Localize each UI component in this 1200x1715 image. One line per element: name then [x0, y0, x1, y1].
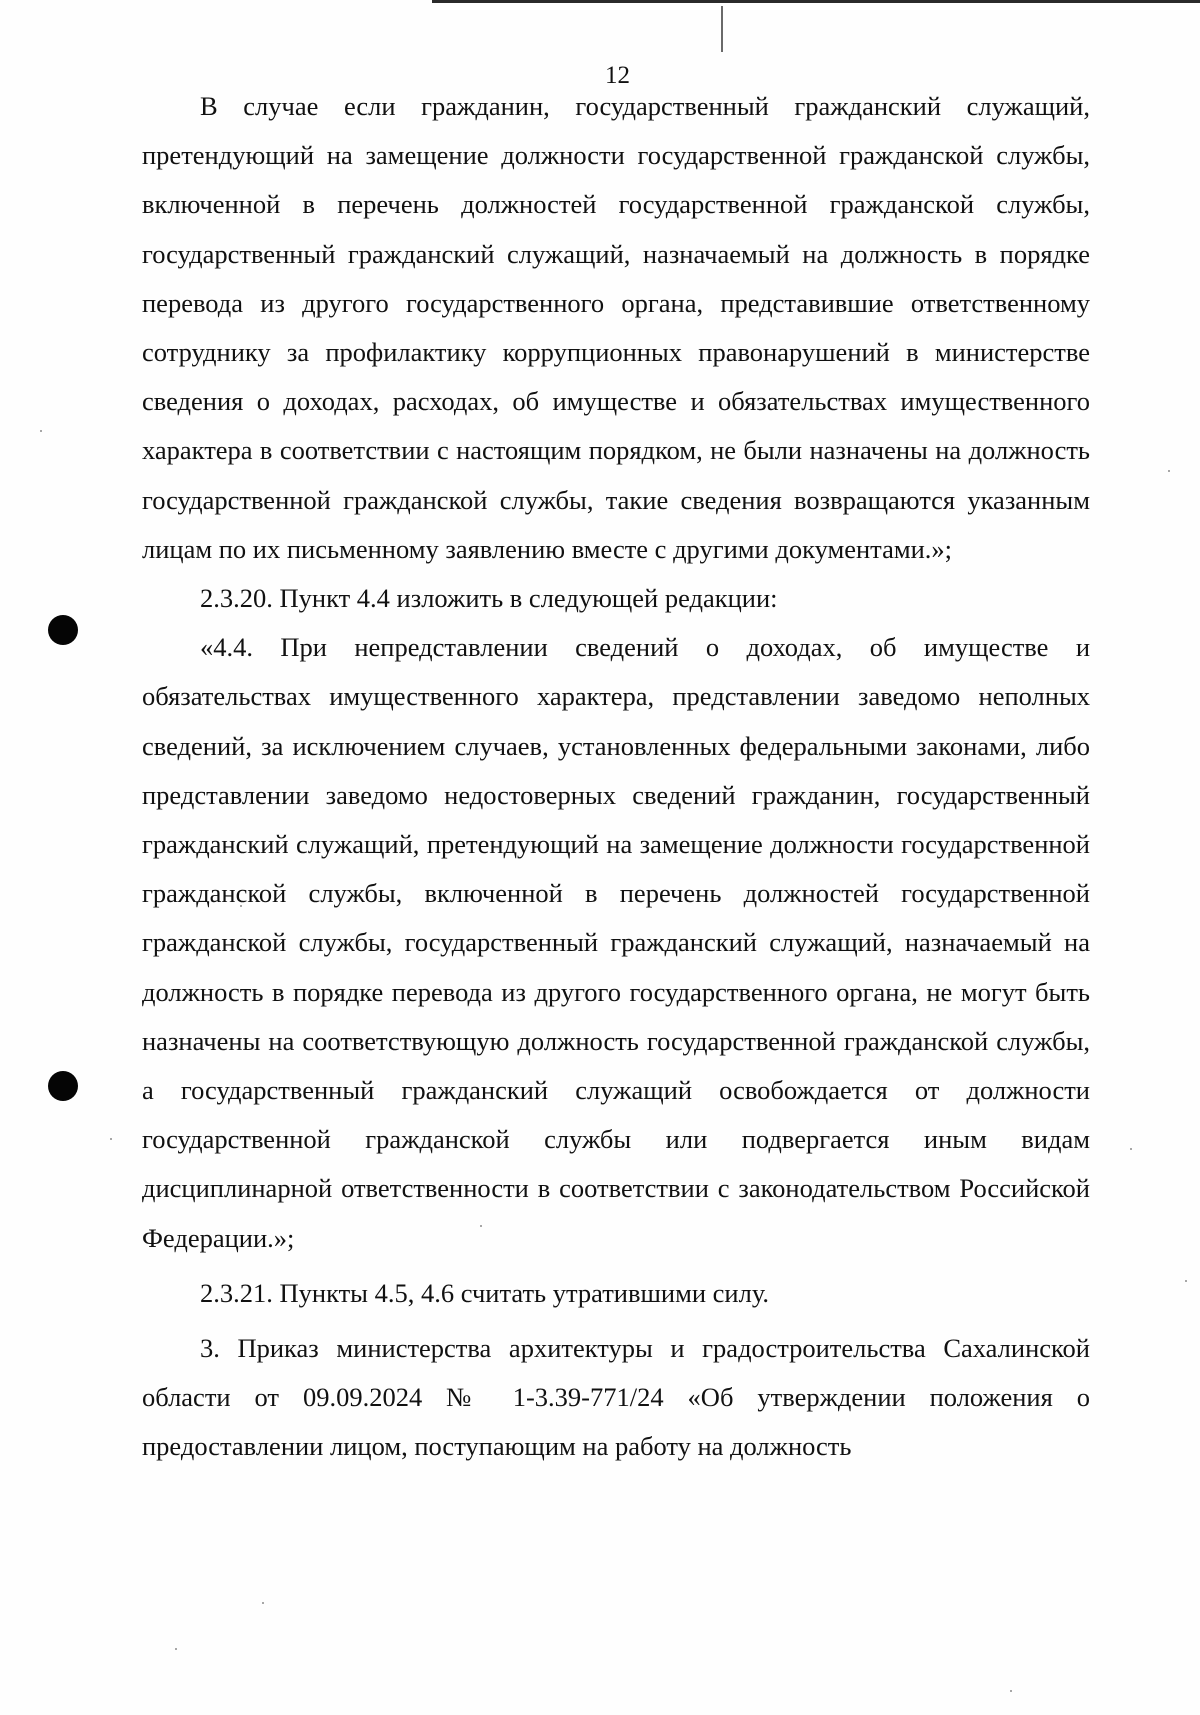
scan-speck: [40, 430, 42, 432]
binder-hole-bottom: [48, 1071, 78, 1101]
scan-speck: [1168, 470, 1170, 472]
scan-speck: [262, 1602, 264, 1604]
paragraph-clause-4-4: «4.4. При непредставлении сведений о доходах, об имуществе и обязательствах имущественного характера, представлении заведомо неполных сведений, за исключением случаев, установленных федеральными законами, либо представлении заведомо недостоверных сведений гражданин, государственный гражданский служащий, претендующий на замещение должности государственной гражданской службы, включенной в перечень должностей государственной гражданской службы, государственный гражданский служащий, назначаемый на должность в порядке перевода из другого государственного органа, не могут быть назначены на соответствующую должность государственной гражданской службы, а государственный гражданский служащий освобождается от должности государственной гражданской службы или подвергается иным видам дисциплинарной ответственности в соответствии с законодательством Российской Федерации.»;: [142, 632, 1090, 1253]
scan-speck: [110, 1138, 112, 1140]
scan-tick-mark: [721, 6, 723, 52]
scan-speck: [1010, 1690, 1012, 1692]
scan-speck: [1130, 1148, 1132, 1150]
paragraph-return-of-documents: В случае если гражданин, государственный гражданский служащий, претендующий на замещение должности государственной гражданской службы, включенной в перечень должностей государственной гражданской службы, государственный гражданский служащий, назначаемый на должность в порядке перевода из другого государственного органа, представившие ответственному сотруднику за профилактику коррупционных правонарушений в министерстве сведения о доходах, расходах, об имуществе и обязательствах имущественного характера в соответствии с настоящим порядком, не были назначены на должность государственной гражданской службы, такие сведения возвращаются указанным лицам по их письменному заявлению вместе с другими документами.»;: [142, 91, 1090, 564]
paragraph-item-2-3-21: 2.3.21. Пункты 4.5, 4.6 считать утратившими силу.: [200, 1277, 770, 1308]
scan-top-edge-line: [432, 0, 1200, 3]
page-number: 12: [605, 62, 630, 89]
scan-speck: [1185, 1280, 1187, 1282]
binder-hole-top: [48, 615, 78, 645]
paragraph-item-2-3-20: 2.3.20. Пункт 4.4 изложить в следующей редакции:: [200, 583, 778, 614]
scan-speck: [175, 1648, 177, 1650]
document-body: [142, 82, 1090, 1472]
paragraph-item-3-order: 3. Приказ министерства архитектуры и градостроительства Сахалинской области от 09.09.2024 № 1-3.39-771/24 «Об утверждении положения о предоставлении лицом, поступающим на работу на должность: [142, 1333, 1090, 1462]
